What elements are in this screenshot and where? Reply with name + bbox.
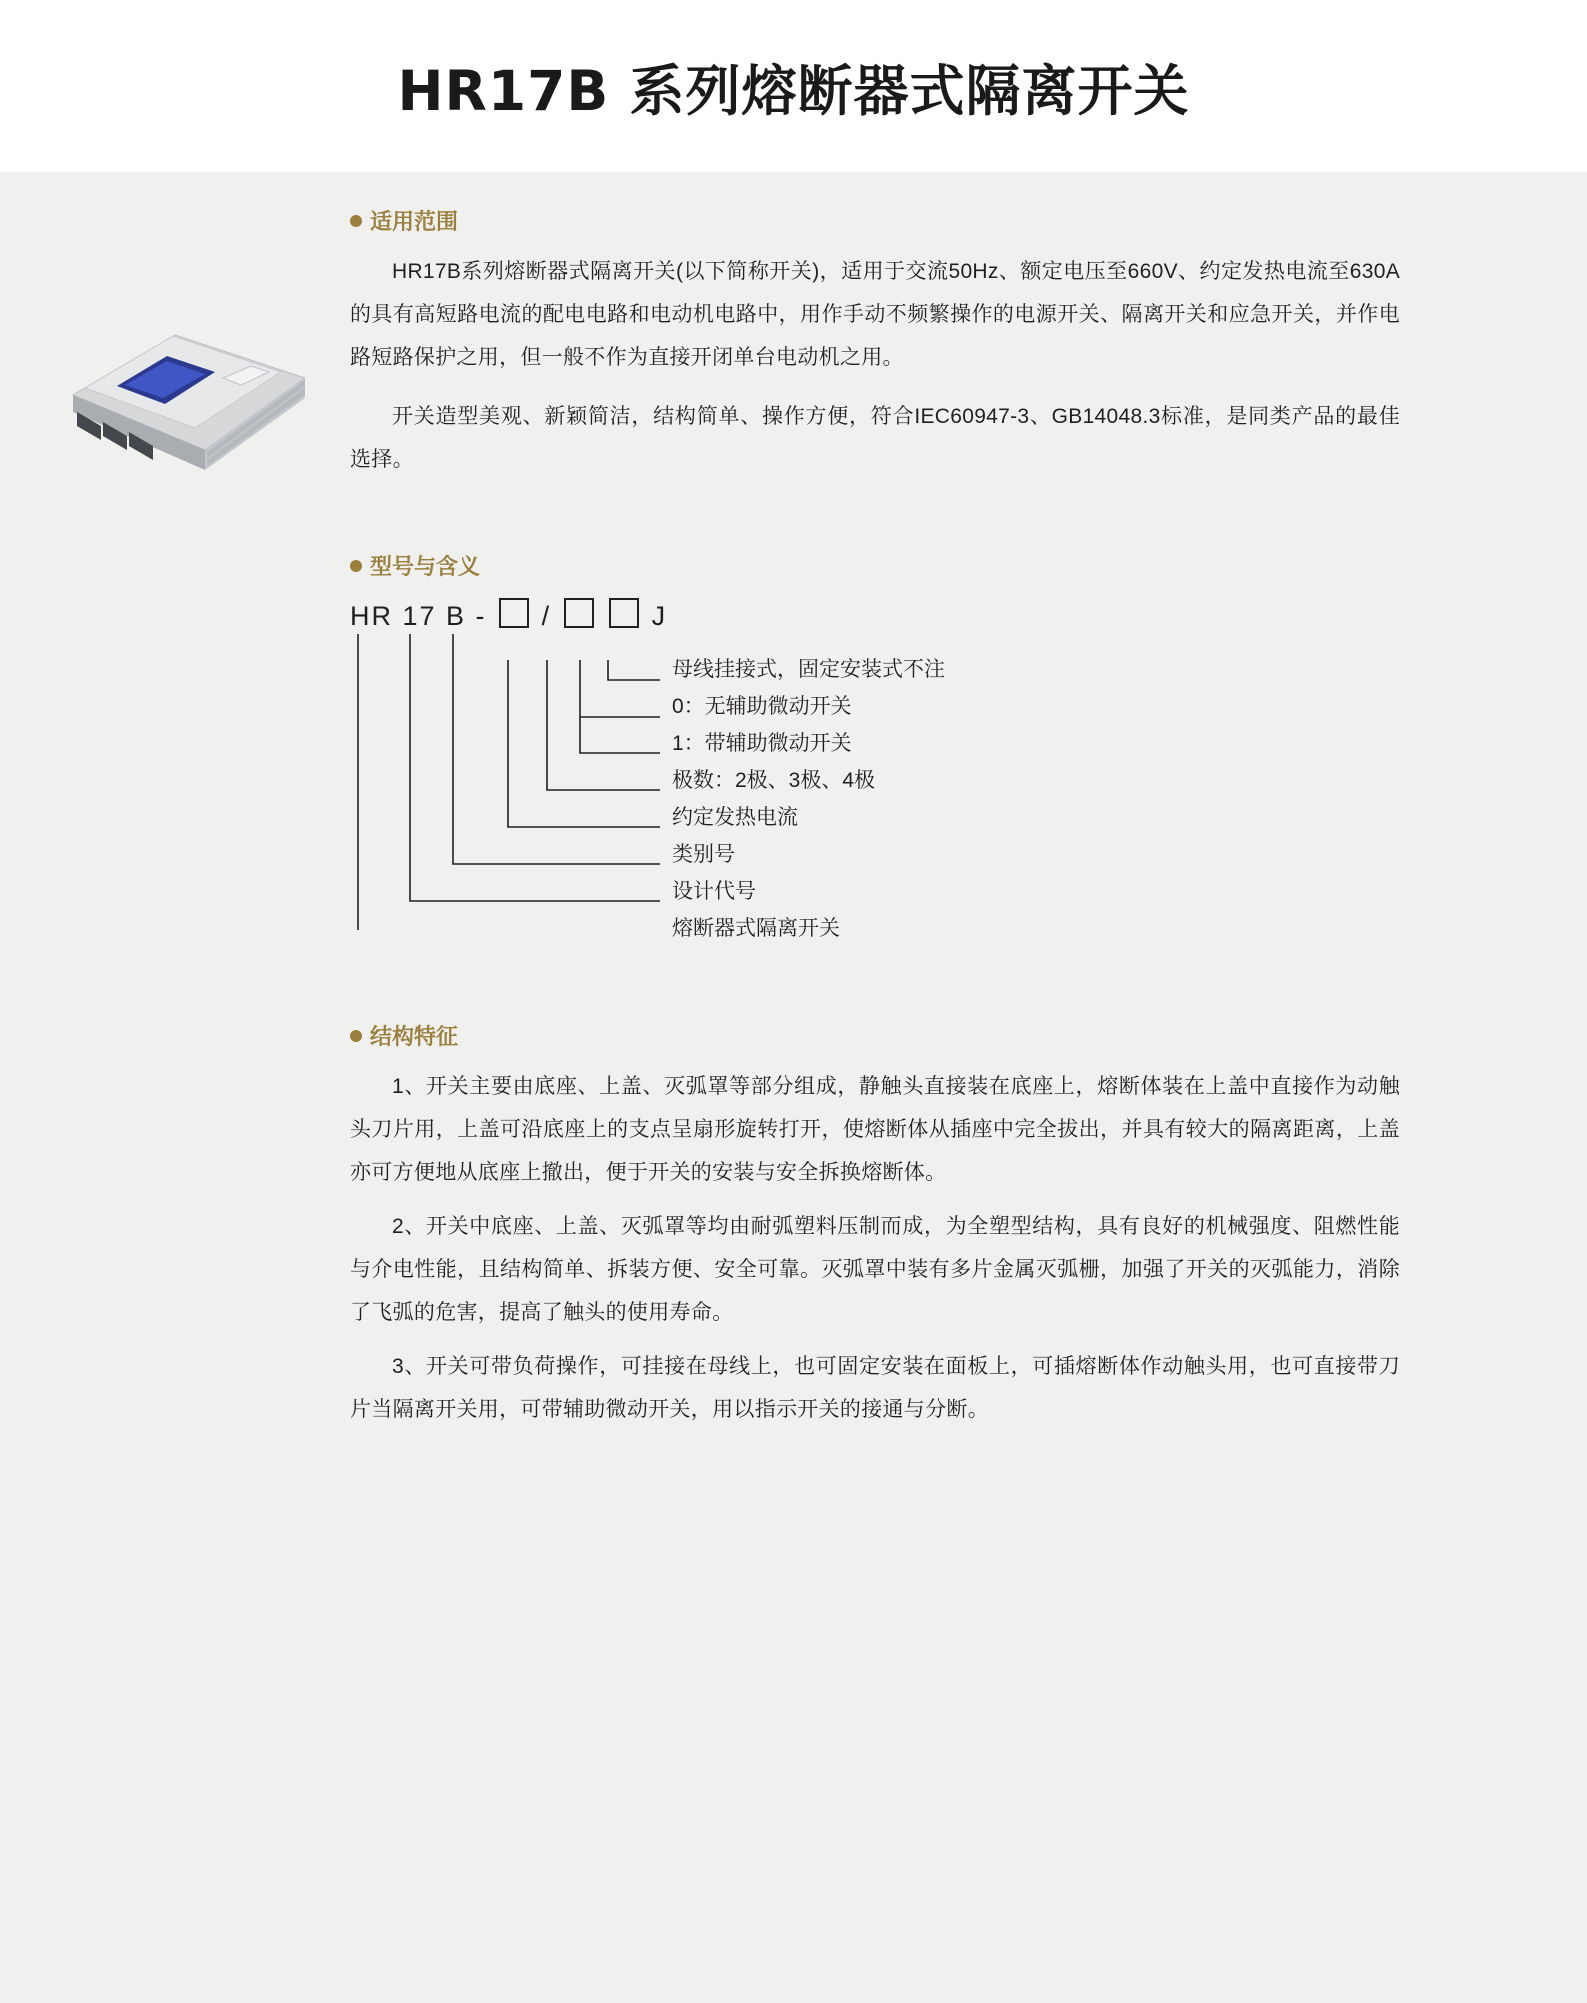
page-title-bar — [0, 0, 1587, 172]
model-code-suffix: J — [651, 601, 668, 631]
section-heading-scope-label: 适用范围 — [370, 209, 459, 234]
model-legend-item-0: 母线挂接式，固定安装式不注 — [672, 658, 945, 681]
scope-paragraph-2: 开关造型美观、新颖简洁，结构简单、操作方便，符合IEC60947-3、GB14048.3标准，是同类产品的最佳选择。 — [350, 405, 1400, 471]
model-legend-item-1: 0：无辅助微动开关 — [672, 695, 852, 718]
model-legend-item-3: 极数：2极、3极、4极 — [672, 769, 876, 792]
scope-paragraph-1: HR17B系列熔断器式隔离开关(以下简称开关)，适用于交流50Hz、额定电压至660V、约定发热电流至630A的具有高短路电流的配电电路和电动机电路中，用作手动不频繁操作的电源开关、隔离开关和应急开关，并作电路短路保护之用，但一般不作为直接开闭单台电动机之用。 — [350, 260, 1400, 369]
model-legend-item-5: 类别号 — [672, 843, 735, 866]
model-code-prefix: HR 17 B - — [350, 601, 487, 631]
structure-paragraph-2: 2、开关中底座、上盖、灭弧罩等均由耐弧塑料压制而成，为全塑型结构，具有良好的机械强度、阻燃性能与介电性能，且结构简单、拆装方便、安全可靠。灭弧罩中装有多片金属灭弧栅，加强了开关的灭弧能力，消除了飞弧的危害，提高了触头的使用寿命。 — [350, 1215, 1400, 1324]
page-title: HR17B 系列熔断器式隔离开关 — [397, 58, 1190, 123]
structure-paragraph-3: 3、开关可带负荷操作，可挂接在母线上，也可固定安装在面板上，可插熔断体作动触头用，也可直接带刀片当隔离开关用，可带辅助微动开关，用以指示开关的接通与分断。 — [350, 1355, 1400, 1421]
bullet-icon — [350, 1030, 362, 1042]
product-photo — [55, 300, 315, 485]
structure-paragraph-1: 1、开关主要由底座、上盖、灭弧罩等部分组成，静触头直接装在底座上，熔断体装在上盖中直接作为动触头刀片用，上盖可沿底座上的支点呈扇形旋转打开，使熔断体从插座中完全拔出，并具有较大的隔离距离，上盖亦可方便地从底座上撤出，便于开关的安装与安全拆换熔断体。 — [350, 1075, 1400, 1184]
model-legend-item-7: 熔断器式隔离开关 — [672, 917, 840, 940]
model-legend-item-4: 约定发热电流 — [672, 806, 798, 829]
model-code-separator: / — [541, 601, 552, 631]
bullet-icon — [350, 215, 362, 227]
model-legend-item-2: 1：带辅助微动开关 — [672, 732, 852, 755]
bullet-icon — [350, 560, 362, 572]
section-heading-model — [350, 550, 480, 581]
section-heading-structure-label: 结构特征 — [370, 1024, 459, 1049]
model-legend-item-6: 设计代号 — [672, 880, 756, 903]
section-heading-model-label: 型号与含义 — [370, 554, 481, 579]
section-heading-scope — [350, 205, 458, 236]
section-heading-structure — [350, 1020, 458, 1051]
